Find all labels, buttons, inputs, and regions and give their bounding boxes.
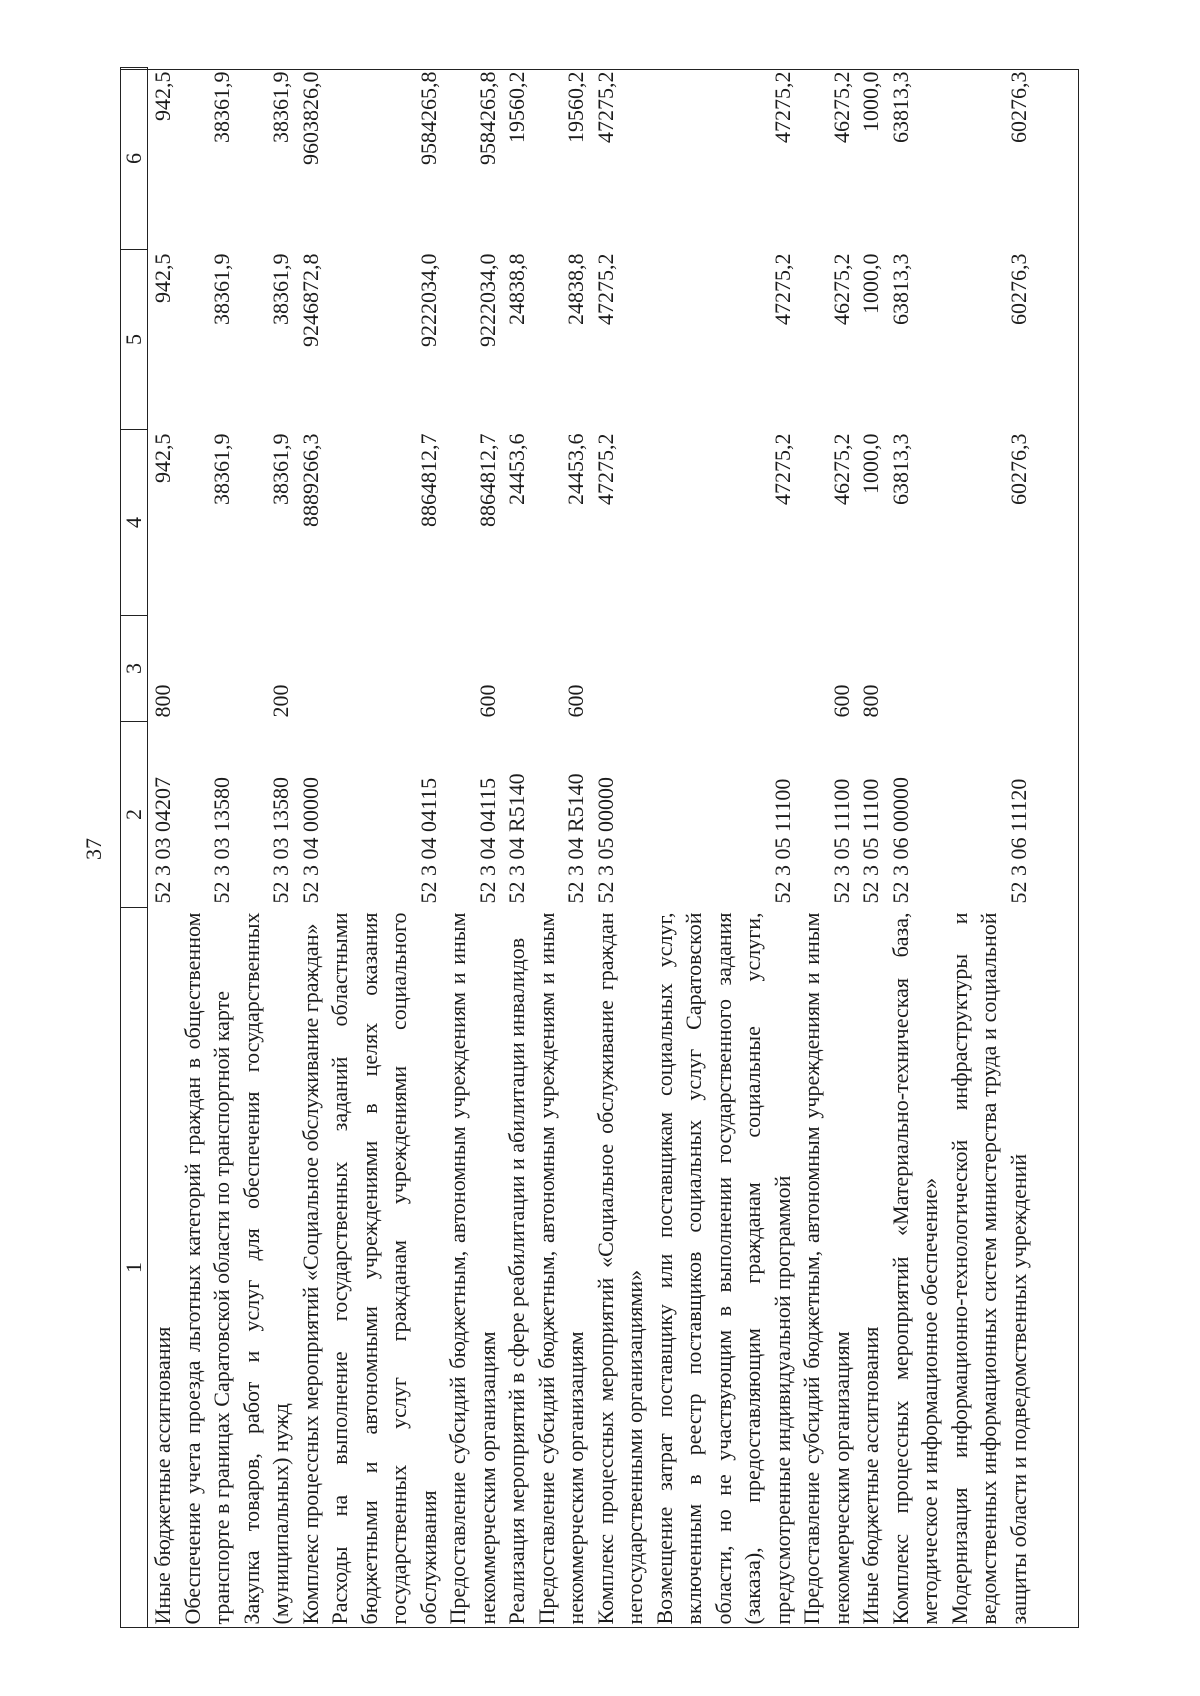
row-name: Модернизация информационно-технологической инфраструктуры и ведомственных информационных систем министерства труда и социальной защиты области и подведомственных учреждений xyxy=(946,912,1031,1625)
row-name: Иные бюджетные ассигнования xyxy=(858,1326,883,1625)
row-kind: 200 xyxy=(268,684,293,718)
row-value-6: 63813,3 xyxy=(887,71,913,143)
row-name: Расходы на выполнение государственных заданий областными бюджетными и автономными учреждениями в целях оказания государственных услуг гражданам учреждениями социального обслуживания xyxy=(327,912,441,1625)
row-value-4: 24453,6 xyxy=(504,433,529,505)
row-kind: 600 xyxy=(828,684,854,718)
row-value-6: 47275,2 xyxy=(769,71,795,143)
row-value-4: 8889266,3 xyxy=(297,433,323,527)
page-number: 37 xyxy=(81,838,106,860)
row-value-6: 19560,2 xyxy=(504,71,529,143)
row-value-4: 1000,0 xyxy=(858,433,883,494)
row-value-5: 47275,2 xyxy=(592,253,618,325)
row-value-5: 942,5 xyxy=(150,253,175,303)
row-code: 52 3 03 13580 xyxy=(268,777,293,904)
row-name: Предоставление субсидий бюджетным, автономным учреждениям и иным некоммерческим организациям xyxy=(799,912,854,1625)
row-code: 52 3 03 13580 xyxy=(209,777,234,904)
row-value-4: 63813,3 xyxy=(887,433,913,505)
row-name: Предоставление субсидий бюджетным, автономным учреждениям и иным некоммерческим организациям xyxy=(445,912,500,1625)
row-value-6: 9584265,8 xyxy=(474,71,500,165)
row-value-4: 8864812,7 xyxy=(474,433,500,527)
row-value-5: 9246872,8 xyxy=(297,253,323,347)
row-value-5: 38361,9 xyxy=(209,253,234,325)
row-value-6: 60276,3 xyxy=(1005,71,1031,143)
row-code: 52 3 05 11100 xyxy=(769,778,795,904)
row-kind: 800 xyxy=(150,684,175,718)
table-frame xyxy=(120,69,1079,1628)
row-code: 52 3 06 11120 xyxy=(1005,778,1031,904)
row-name: Закупка товаров, работ и услуг для обеспечения государственных (муниципальных) нужд xyxy=(238,912,293,1625)
row-value-4: 942,5 xyxy=(150,433,175,483)
row-code: 52 3 04 04115 xyxy=(474,777,500,904)
row-code: 52 3 04 00000 xyxy=(297,777,323,904)
row-name: Предоставление субсидий бюджетным, автономным учреждениям и иным некоммерческим организациям xyxy=(533,912,588,1625)
row-name: Комплекс процессных мероприятий «Социальное обслуживание граждан негосударственными организациями» xyxy=(592,912,647,1625)
rotated-table-wrapper xyxy=(120,68,1080,1628)
row-value-5: 9222034,0 xyxy=(415,253,441,347)
row-value-4: 24453,6 xyxy=(563,433,588,505)
row-value-5: 60276,3 xyxy=(1005,253,1031,325)
row-code: 52 3 05 00000 xyxy=(592,777,618,904)
column-header-3: 3 xyxy=(121,616,148,722)
row-value-6: 9603826,0 xyxy=(297,71,323,165)
row-value-4: 47275,2 xyxy=(592,433,618,505)
row-code: 52 3 04 R5140 xyxy=(563,773,588,904)
row-name: Реализация мероприятий в сфере реабилитации и абилитации инвалидов xyxy=(504,937,529,1625)
row-name: Возмещение затрат поставщику или поставщикам социальных услуг, включенным в реестр поставщиков социальных услуг Саратовской области, но не участвующим в выполнении государственного задания (заказа), предоставляющим гражданам социальные услуги, предусмотренные индивидуальной программой xyxy=(651,912,795,1625)
row-code: 52 3 05 11100 xyxy=(858,778,883,904)
row-value-5: 47275,2 xyxy=(769,253,795,325)
row-value-6: 1000,0 xyxy=(858,71,883,132)
row-value-6: 942,5 xyxy=(150,71,175,121)
row-code: 52 3 06 00000 xyxy=(887,777,913,904)
row-value-6: 38361,9 xyxy=(209,71,234,143)
row-value-5: 9222034,0 xyxy=(474,253,500,347)
column-header-4: 4 xyxy=(121,430,148,616)
column-header-2: 2 xyxy=(121,722,148,908)
row-code: 52 3 03 04207 xyxy=(150,777,175,904)
row-value-5: 24838,8 xyxy=(563,253,588,325)
row-value-5: 24838,8 xyxy=(504,253,529,325)
row-value-6: 38361,9 xyxy=(268,71,293,143)
row-name: Обеспечение учета проезда льготных категорий граждан в общественном транспорте в границах Саратовской области по транспортной карте xyxy=(179,912,234,1625)
row-kind: 600 xyxy=(474,684,500,718)
row-kind: 800 xyxy=(858,684,883,718)
row-kind: 600 xyxy=(563,684,588,718)
row-value-6: 47275,2 xyxy=(592,71,618,143)
row-code: 52 3 04 R5140 xyxy=(504,773,529,904)
column-header-5: 5 xyxy=(121,250,148,430)
column-header-6: 6 xyxy=(121,68,148,250)
row-value-4: 38361,9 xyxy=(268,433,293,505)
row-value-4: 47275,2 xyxy=(769,433,795,505)
column-header-1: 1 xyxy=(121,908,148,1628)
row-value-6: 19560,2 xyxy=(563,71,588,143)
row-value-4: 46275,2 xyxy=(828,433,854,505)
row-value-4: 8864812,7 xyxy=(415,433,441,527)
row-value-6: 46275,2 xyxy=(828,71,854,143)
row-value-5: 46275,2 xyxy=(828,253,854,325)
row-name: Комплекс процессных мероприятий «Материально-техническая база, методическое и информационное обеспечение» xyxy=(887,912,942,1625)
row-name: Иные бюджетные ассигнования xyxy=(150,1326,175,1625)
row-value-5: 38361,9 xyxy=(268,253,293,325)
row-code: 52 3 05 11100 xyxy=(828,778,854,904)
row-code: 52 3 04 04115 xyxy=(415,777,441,904)
row-value-4: 60276,3 xyxy=(1005,433,1031,505)
row-value-5: 1000,0 xyxy=(858,253,883,314)
row-name: Комплекс процессных мероприятий «Социальное обслуживание граждан» xyxy=(297,923,323,1625)
row-value-6: 9584265,8 xyxy=(415,71,441,165)
row-value-4: 38361,9 xyxy=(209,433,234,505)
row-value-5: 63813,3 xyxy=(887,253,913,325)
